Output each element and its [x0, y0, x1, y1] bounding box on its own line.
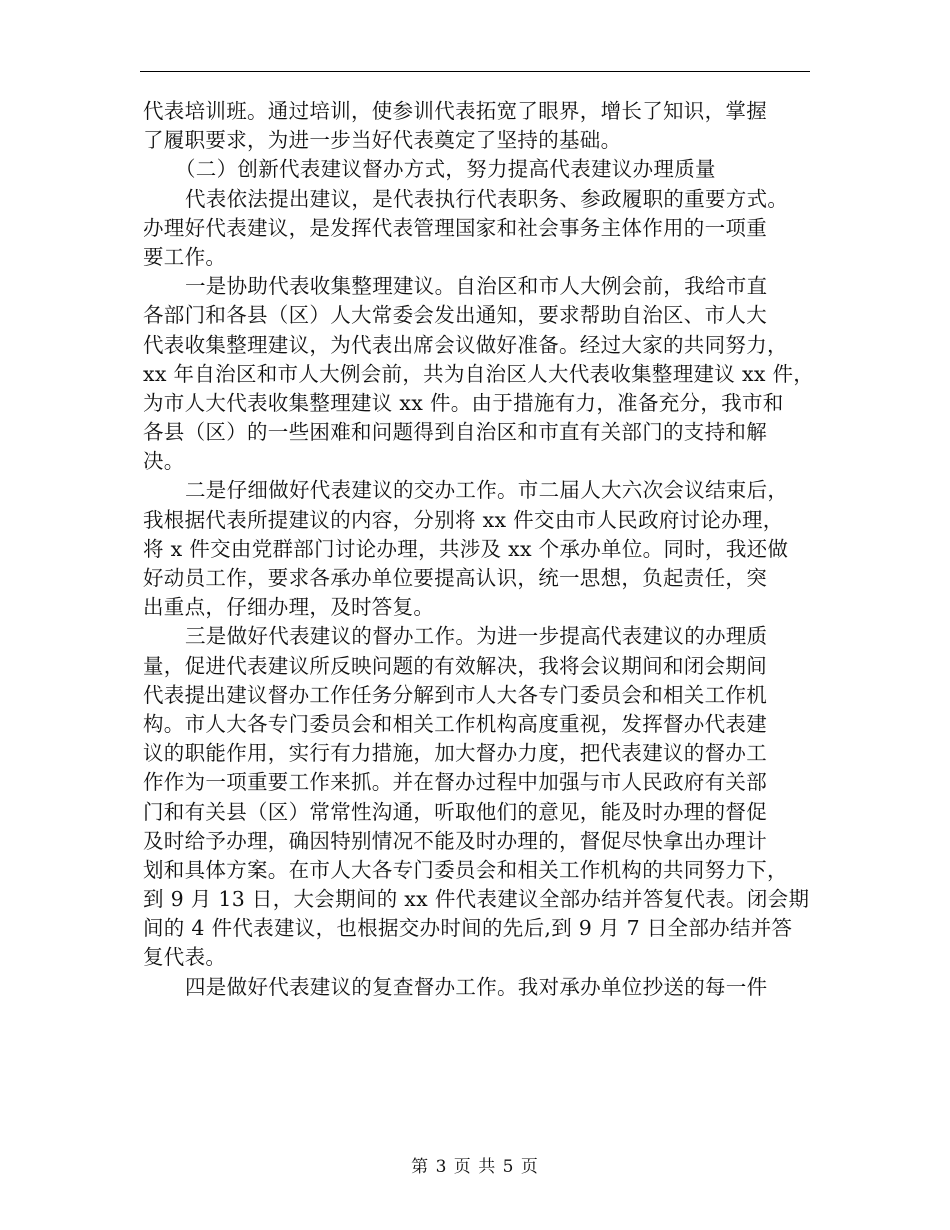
text-line: 作作为一项重要工作来抓。并在督办过程中加强与市人民政府有关部 — [143, 770, 767, 795]
text-line: 办理好代表建议，是发挥代表管理国家和社会事务主体作用的一项重 — [143, 215, 767, 240]
text-line: 构。市人大各专门委员会和相关工作机构高度重视，发挥督办代表建 — [143, 711, 767, 736]
text-line: 了履职要求，为进一步当好代表奠定了坚持的基础。 — [143, 128, 622, 153]
section-heading: （二）创新代表建议督办方式，努力提高代表建议办理质量 — [175, 157, 716, 182]
text-line: 好动员工作，要求各承办单位要提高认识，统一思想，负起责任，突 — [143, 566, 767, 590]
text-line: 我根据代表所提建议的内容，分别将 xx 件交由市人民政府讨论办理， — [143, 507, 784, 532]
paragraph-start: 四是做好代表建议的复查督办工作。我对承办单位抄送的每一件 — [185, 974, 768, 999]
text-line: 为市人大代表收集整理建议 xx 件。由于措施有力，准备充分，我市和 — [143, 390, 784, 415]
text-line: 代表收集整理建议，为代表出席会议做好准备。经过大家的共同努力， — [143, 332, 788, 357]
text-line: 及时给予办理，确因特别情况不能及时办理的，督促尽快拿出办理计 — [143, 828, 767, 853]
text-line: 代表提出建议督办工作任务分解到市人大各专门委员会和相关工作机 — [143, 682, 767, 707]
text-line: 代表培训班。通过培训，使参训代表拓宽了眼界，增长了知识，掌握 — [143, 99, 767, 123]
document-body — [143, 97, 815, 1002]
text-line: 决。 — [143, 449, 185, 474]
text-line: 各县（区）的一些困难和问题得到自治区和市直有关部门的支持和解 — [143, 420, 767, 445]
text-line: 出重点，仔细办理，及时答复。 — [143, 595, 435, 620]
text-line: xx 年自治区和市人大例会前，共为自治区人大代表收集整理建议 xx 件， — [143, 361, 815, 386]
text-line: 间的 4 件代表建议，也根据交办时间的先后,到 9 月 7 日全部办结并答 — [143, 916, 793, 941]
text-line: 议的职能作用，实行有力措施，加大督办力度，把代表建议的督办工 — [143, 741, 767, 766]
paragraph-start: 三是做好代表建议的督办工作。为进一步提高代表建议的办理质 — [185, 624, 768, 649]
text-line: 各部门和各县（区）人大常委会发出通知，要求帮助自治区、市人大 — [143, 303, 767, 328]
text-line: 量，促进代表建议所反映问题的有效解决，我将会议期间和闭会期间 — [143, 653, 767, 678]
header-rule — [140, 71, 810, 72]
text-line: 将 x 件交由党群部门讨论办理，共涉及 xx 个承办单位。同时，我还做 — [143, 536, 789, 561]
text-line: 到 9 月 13 日，大会期间的 xx 件代表建议全部办结并答复代表。闭会期 — [143, 887, 810, 912]
page-number: 第 3 页 共 5 页 — [411, 1157, 539, 1177]
paragraph-start: 代表依法提出建议，是代表执行代表职务、参政履职的重要方式。 — [185, 186, 789, 211]
text-line: 划和具体方案。在市人大各专门委员会和相关工作机构的共同努力下， — [143, 857, 788, 882]
paragraph-start: 二是仔细做好代表建议的交办工作。市二届人大六次会议结束后， — [185, 478, 789, 503]
text-line: 门和有关县（区）常常性沟通，听取他们的意见，能及时办理的督促 — [143, 799, 767, 824]
text-line: 复代表。 — [143, 945, 227, 970]
paragraph-start: 一是协助代表收集整理建议。自治区和市人大例会前，我给市直 — [185, 274, 768, 299]
text-line: 要工作。 — [143, 244, 227, 269]
